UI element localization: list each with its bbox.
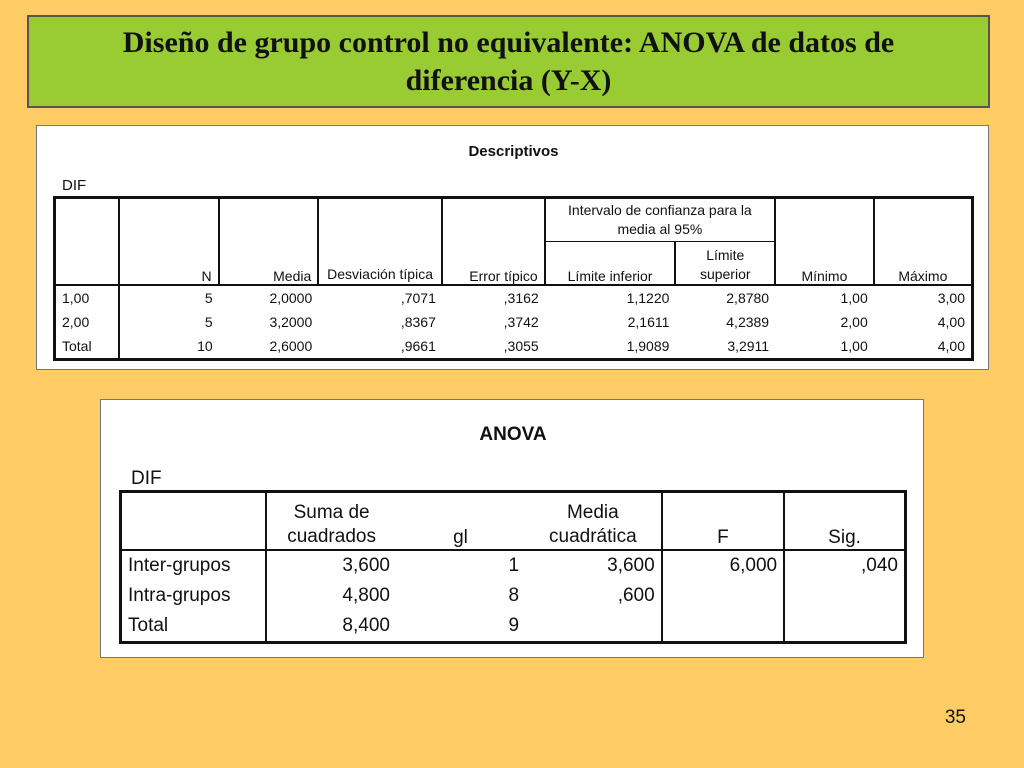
cell-err: ,3162	[503, 290, 539, 306]
cell-f	[662, 611, 784, 643]
cell-gl: 8	[508, 585, 520, 606]
slide-title: Diseño de grupo control no equivalente: ANOVA de datos de diferencia (Y-X)	[122, 25, 895, 97]
anova-panel	[100, 399, 924, 658]
cell-max: 3,00	[874, 285, 973, 310]
cell-desv: ,9661	[318, 334, 442, 360]
cell-gl: 9	[396, 611, 525, 643]
row-label: Total	[121, 611, 267, 643]
cell-f: 6,000	[662, 550, 784, 581]
cell-min: 2,00	[840, 314, 868, 330]
cell-min: 1,00	[840, 290, 868, 306]
cell-ls: 3,2911	[675, 334, 775, 360]
table-row	[55, 334, 973, 360]
cell-media: 3,2000	[269, 314, 313, 330]
cell-ms: 3,600	[607, 555, 655, 576]
anova-corner	[121, 492, 267, 551]
page-number: 35	[944, 707, 966, 728]
cell-min: 1,00	[775, 334, 874, 360]
cell-ss: 3,600	[266, 550, 396, 581]
col-ss: Suma de cuadrados	[266, 492, 396, 551]
anova-caption: ANOVA	[479, 424, 547, 445]
col-ms: Media cuadrática	[525, 492, 662, 551]
anova-variable: DIF	[131, 468, 162, 489]
cell-ms	[525, 611, 662, 643]
cell-media: 2,0000	[269, 290, 313, 306]
row-label: 2,00	[55, 310, 120, 334]
descriptivos-header-row-1	[55, 198, 973, 242]
cell-li: 1,1220	[626, 290, 670, 306]
cell-sig: ,040	[784, 550, 905, 581]
row-label: 1,00	[55, 285, 120, 310]
cell-err: ,3742	[503, 314, 539, 330]
col-desviacion: Desviación típica	[318, 198, 442, 286]
cell-ss: 8,400	[266, 611, 396, 643]
cell-ms: ,600	[617, 585, 655, 606]
descriptivos-table	[53, 196, 974, 361]
cell-desv: ,7071	[400, 290, 436, 306]
row-label: Total	[55, 334, 120, 360]
cell-ss: 4,800	[266, 581, 396, 611]
cell-err: ,3055	[442, 334, 545, 360]
cell-max: 4,00	[874, 310, 973, 334]
table-row	[55, 285, 973, 310]
descriptivos-caption: Descriptivos	[468, 143, 559, 160]
col-sig: Sig.	[784, 492, 905, 551]
cell-li: 2,1611	[627, 314, 670, 330]
col-ci-header: Intervalo de confianza para la media al 95%	[545, 198, 775, 242]
col-li: Límite inferior	[545, 242, 676, 286]
cell-max: 4,00	[874, 334, 973, 360]
table-row	[121, 611, 906, 643]
table-row	[55, 310, 973, 334]
row-label: Inter-grupos	[121, 550, 267, 581]
descriptivos-variable: DIF	[62, 177, 87, 194]
col-ls: Límite superior	[675, 242, 775, 286]
descriptivos-corner	[55, 198, 120, 286]
col-max: Máximo	[874, 198, 973, 286]
cell-media: 2,6000	[219, 334, 319, 360]
table-row	[121, 581, 906, 611]
cell-n: 5	[119, 285, 218, 310]
col-n: N	[119, 198, 218, 286]
cell-desv: ,8367	[400, 314, 436, 330]
anova-table	[119, 490, 907, 644]
col-min: Mínimo	[775, 198, 874, 286]
cell-gl: 1	[508, 555, 520, 576]
slide-title-box	[27, 15, 990, 108]
anova-header-row	[121, 492, 906, 551]
cell-ls: 2,8780	[726, 290, 770, 306]
cell-f	[662, 581, 784, 611]
col-error: Error típico	[442, 198, 545, 286]
cell-n: 5	[119, 310, 218, 334]
cell-sig	[784, 581, 905, 611]
col-f: F	[662, 492, 784, 551]
cell-ls: 4,2389	[726, 314, 770, 330]
table-row	[121, 550, 906, 581]
cell-n: 10	[119, 334, 218, 360]
descriptivos-panel	[36, 125, 989, 370]
row-label: Intra-grupos	[121, 581, 267, 611]
cell-sig	[784, 611, 905, 643]
col-media: Media	[219, 198, 319, 286]
cell-li: 1,9089	[545, 334, 676, 360]
col-gl: gl	[396, 492, 525, 551]
